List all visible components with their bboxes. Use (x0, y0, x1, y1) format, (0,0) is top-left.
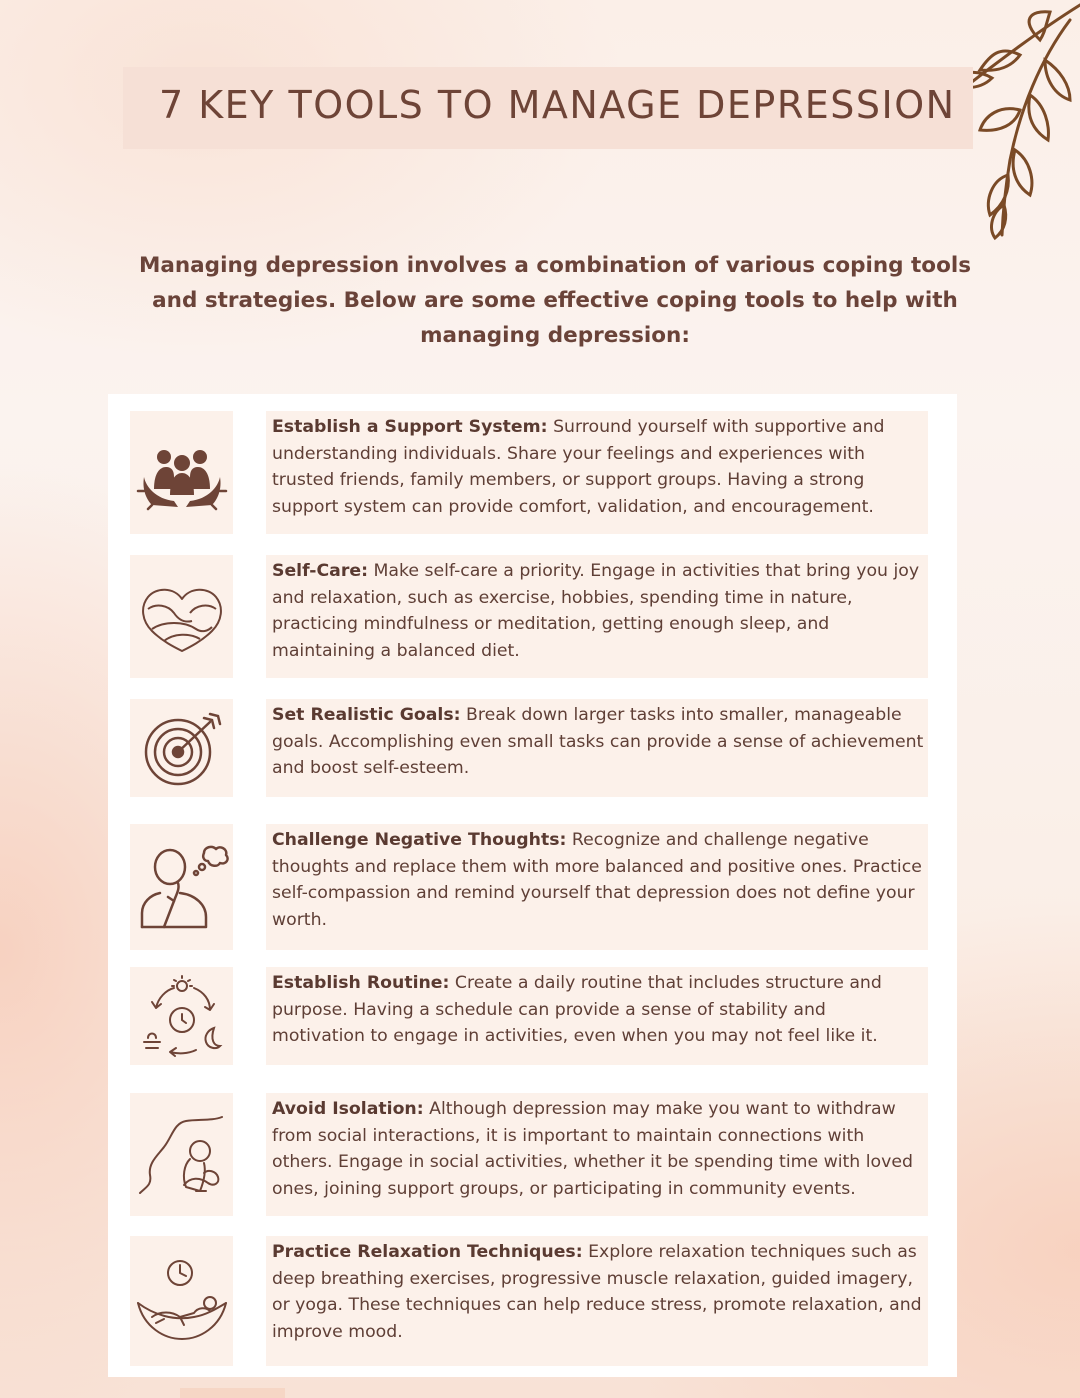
tool-description: Break down larger tasks into smaller, manageable goals. Accomplishing even small tasks can provide a sense of achievement and boost self-esteem. (272, 705, 924, 778)
tool-text (266, 967, 928, 1065)
tool-description: Surround yourself with supportive and understanding individuals. Share your feelings and experiences with trusted friends, family members, or support groups. Having a strong support system can provide comfort, validation, and encouragement. (272, 417, 885, 517)
tool-heading: Avoid Isolation: (272, 1099, 424, 1119)
tool-text (266, 824, 928, 950)
tool-heading: Challenge Negative Thoughts: (272, 830, 567, 850)
tool-text (266, 1236, 928, 1366)
tool-description: Recognize and challenge negative thoughts and replace them with more balanced and positive ones. Practice self-compassion and remind yourself that depression does not define your worth. (272, 830, 922, 930)
hammock-relax-icon (134, 1253, 230, 1349)
tool-item (108, 1236, 957, 1366)
title-banner (123, 67, 973, 149)
target-icon (134, 700, 230, 796)
tool-heading: Practice Relaxation Techniques: (272, 1242, 583, 1262)
isolated-person-icon (134, 1107, 230, 1203)
tool-heading: Establish a Support System: (272, 417, 548, 437)
intro-text: Managing depression involves a combination of various coping tools and strategies. Below are some effective coping tools to help with managing depression: (138, 253, 972, 348)
tool-item (108, 699, 957, 797)
tool-description: Make self-care a priority. Engage in activities that bring you joy and relaxation, such as exercise, hobbies, spending time in nature, practicing mindfulness or meditation, getting enough sleep, and maintaining a balanced diet. (272, 561, 920, 661)
tool-icon-box (130, 555, 233, 678)
tool-item (108, 411, 957, 534)
tool-text (266, 699, 928, 797)
self-hug-heart-icon (134, 569, 230, 665)
tool-item (108, 555, 957, 678)
tool-icon-box (130, 1093, 233, 1216)
tool-text (266, 1093, 928, 1216)
tool-text (266, 411, 928, 534)
tool-heading: Establish Routine: (272, 973, 450, 993)
tool-icon-box (130, 699, 233, 797)
thinking-person-icon (134, 839, 230, 935)
page-title: 7 KEY TOOLS TO MANAGE DEPRESSION (159, 83, 956, 127)
tool-description: Although depression may make you want to withdraw from social interactions, it is important to maintain connections with others. Engage in social activities, whether it be spending time with loved ones, joining support groups, or participating in community events. (272, 1099, 913, 1199)
tool-heading: Set Realistic Goals: (272, 705, 461, 725)
tool-icon-box (130, 1236, 233, 1366)
daily-cycle-icon (134, 968, 230, 1064)
tools-panel (108, 394, 957, 1377)
tool-item (108, 824, 957, 950)
tool-icon-box (130, 824, 233, 950)
tool-item (108, 967, 957, 1065)
tool-description: Create a daily routine that includes structure and purpose. Having a schedule can provide a sense of stability and motivation to engage in activities, even when you may not feel like it. (272, 973, 882, 1046)
tool-text (266, 555, 928, 678)
tool-heading: Self-Care: (272, 561, 368, 581)
tool-icon-box (130, 411, 233, 534)
footer-decoration (180, 1388, 285, 1398)
tool-item (108, 1093, 957, 1216)
support-group-icon (134, 425, 230, 521)
tool-icon-box (130, 967, 233, 1065)
tool-description: Explore relaxation techniques such as deep breathing exercises, progressive muscle relaxation, guided imagery, or yoga. These techniques can help reduce stress, promote relaxation, and improve mood. (272, 1242, 922, 1342)
